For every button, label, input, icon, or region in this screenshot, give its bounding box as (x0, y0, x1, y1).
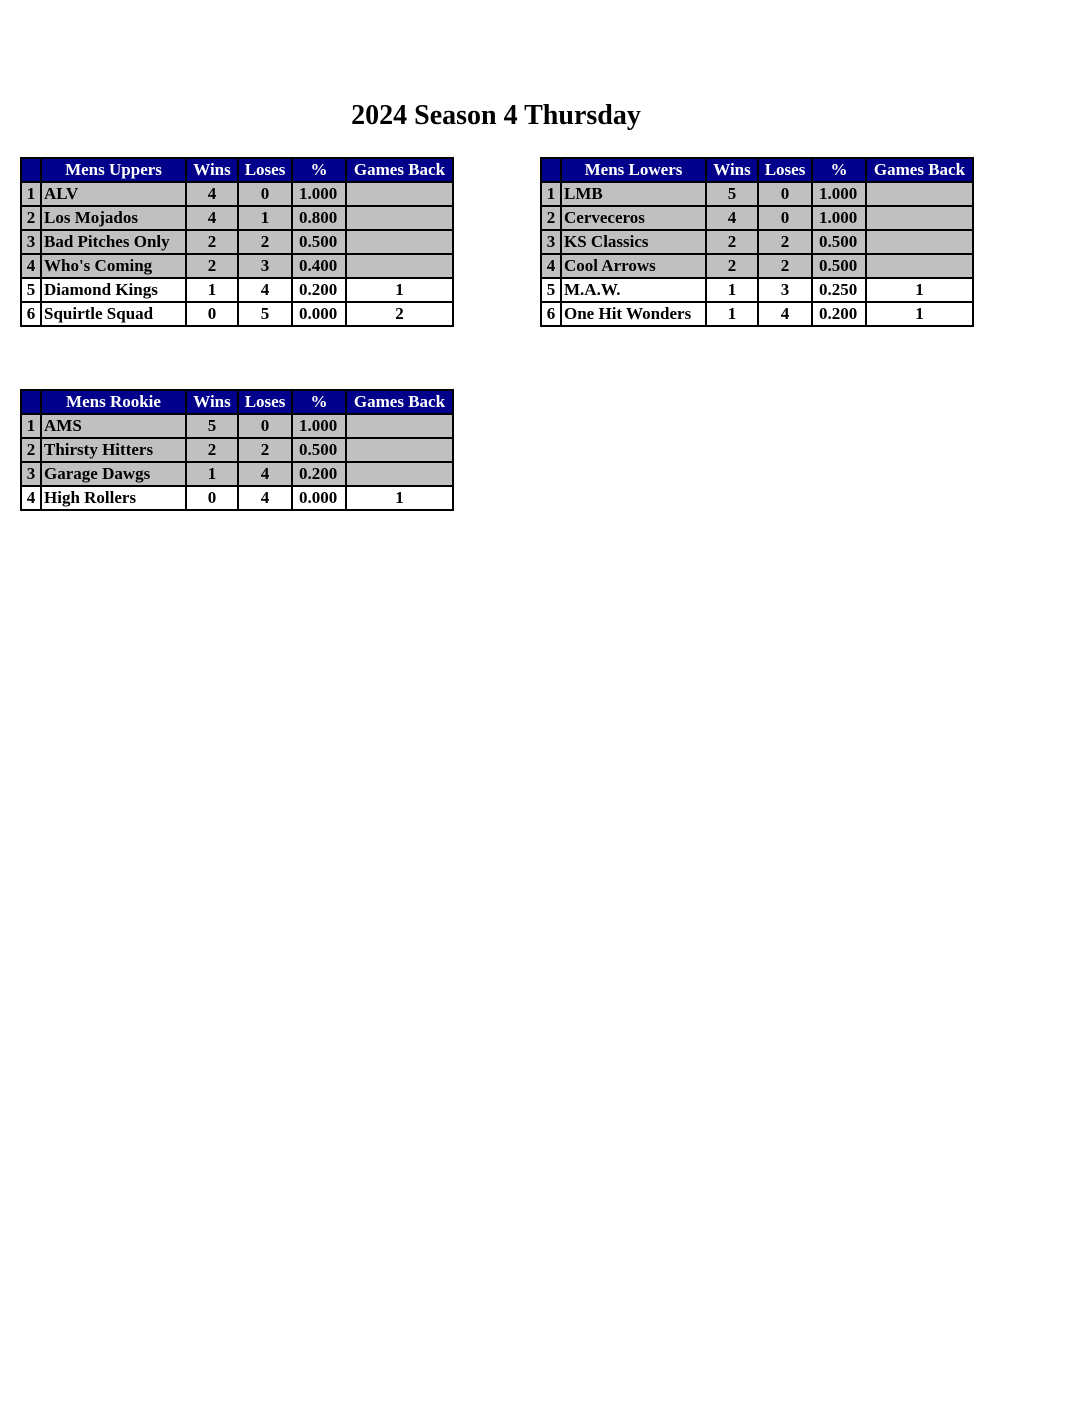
table-row (21, 182, 453, 206)
team-name-cell: Diamond Kings (41, 278, 186, 302)
wins-header: Wins (706, 158, 758, 182)
games-back-header: Games Back (346, 390, 453, 414)
rank-cell: 5 (21, 278, 41, 302)
wins-cell: 5 (706, 182, 758, 206)
table-row (21, 254, 453, 278)
team-name-cell: Who's Coming (41, 254, 186, 278)
table-row (21, 230, 453, 254)
rank-cell: 2 (541, 206, 561, 230)
loses-cell: 2 (238, 230, 292, 254)
table-header-row (21, 158, 453, 182)
rank-header-cell (21, 158, 41, 182)
loses-header: Loses (238, 158, 292, 182)
percent-cell: 0.400 (292, 254, 346, 278)
mens-rookie-standings-table (20, 389, 454, 511)
mens-uppers-standings-table (20, 157, 454, 327)
percent-header: % (812, 158, 866, 182)
rank-cell: 1 (541, 182, 561, 206)
games-back-cell: 1 (346, 486, 453, 510)
rank-cell: 3 (541, 230, 561, 254)
loses-cell: 3 (758, 278, 812, 302)
rank-header-cell (21, 390, 41, 414)
games-back-cell (346, 230, 453, 254)
loses-cell: 3 (238, 254, 292, 278)
loses-header: Loses (238, 390, 292, 414)
team-name-cell: Thirsty Hitters (41, 438, 186, 462)
rank-cell: 4 (21, 486, 41, 510)
games-back-cell (866, 230, 973, 254)
wins-header: Wins (186, 158, 238, 182)
percent-cell: 1.000 (812, 206, 866, 230)
games-back-cell: 2 (346, 302, 453, 326)
page-title: 2024 Season 4 Thursday (351, 100, 641, 131)
rank-cell: 3 (21, 462, 41, 486)
loses-cell: 2 (238, 438, 292, 462)
table-row (21, 414, 453, 438)
loses-cell: 0 (758, 206, 812, 230)
games-back-cell (866, 206, 973, 230)
percent-cell: 0.200 (292, 278, 346, 302)
percent-cell: 0.500 (292, 230, 346, 254)
table-header-row (541, 158, 973, 182)
rank-cell: 4 (21, 254, 41, 278)
percent-cell: 0.500 (292, 438, 346, 462)
percent-cell: 0.800 (292, 206, 346, 230)
loses-cell: 0 (758, 182, 812, 206)
games-back-cell (866, 254, 973, 278)
percent-cell: 0.500 (812, 230, 866, 254)
wins-cell: 4 (186, 206, 238, 230)
wins-cell: 5 (186, 414, 238, 438)
wins-header: Wins (186, 390, 238, 414)
percent-cell: 0.200 (812, 302, 866, 326)
loses-cell: 1 (238, 206, 292, 230)
percent-cell: 1.000 (812, 182, 866, 206)
rank-cell: 5 (541, 278, 561, 302)
team-name-cell: LMB (561, 182, 706, 206)
percent-cell: 0.000 (292, 302, 346, 326)
percent-cell: 0.200 (292, 462, 346, 486)
team-name-cell: AMS (41, 414, 186, 438)
percent-header: % (292, 158, 346, 182)
rank-cell: 1 (21, 414, 41, 438)
table-row (21, 462, 453, 486)
table-row (21, 486, 453, 510)
loses-header: Loses (758, 158, 812, 182)
table-row (21, 302, 453, 326)
games-back-cell (866, 182, 973, 206)
table-row (541, 302, 973, 326)
games-back-cell (346, 206, 453, 230)
games-back-cell: 1 (346, 278, 453, 302)
loses-cell: 4 (238, 486, 292, 510)
percent-cell: 1.000 (292, 182, 346, 206)
rank-cell: 3 (21, 230, 41, 254)
loses-cell: 4 (238, 278, 292, 302)
wins-cell: 1 (706, 278, 758, 302)
table-row (21, 206, 453, 230)
rank-header-cell (541, 158, 561, 182)
team-name-cell: KS Classics (561, 230, 706, 254)
loses-cell: 5 (238, 302, 292, 326)
games-back-header: Games Back (346, 158, 453, 182)
team-name-cell: M.A.W. (561, 278, 706, 302)
loses-cell: 4 (238, 462, 292, 486)
rank-cell: 4 (541, 254, 561, 278)
wins-cell: 0 (186, 302, 238, 326)
wins-cell: 2 (706, 230, 758, 254)
team-name-cell: Cerveceros (561, 206, 706, 230)
games-back-cell (346, 438, 453, 462)
division-header: Mens Lowers (561, 158, 706, 182)
percent-cell: 1.000 (292, 414, 346, 438)
table-row (541, 206, 973, 230)
percent-cell: 0.250 (812, 278, 866, 302)
wins-cell: 4 (186, 182, 238, 206)
wins-cell: 0 (186, 486, 238, 510)
percent-cell: 0.000 (292, 486, 346, 510)
wins-cell: 4 (706, 206, 758, 230)
table-header-row (21, 390, 453, 414)
team-name-cell: High Rollers (41, 486, 186, 510)
team-name-cell: Garage Dawgs (41, 462, 186, 486)
wins-cell: 2 (706, 254, 758, 278)
rank-cell: 2 (21, 206, 41, 230)
team-name-cell: ALV (41, 182, 186, 206)
games-back-cell (346, 254, 453, 278)
team-name-cell: Los Mojados (41, 206, 186, 230)
loses-cell: 4 (758, 302, 812, 326)
team-name-cell: One Hit Wonders (561, 302, 706, 326)
division-header: Mens Uppers (41, 158, 186, 182)
loses-cell: 0 (238, 182, 292, 206)
mens-lowers-standings-table (540, 157, 974, 327)
team-name-cell: Cool Arrows (561, 254, 706, 278)
wins-cell: 2 (186, 230, 238, 254)
loses-cell: 2 (758, 230, 812, 254)
percent-header: % (292, 390, 346, 414)
rank-cell: 1 (21, 182, 41, 206)
table-row (21, 278, 453, 302)
wins-cell: 2 (186, 438, 238, 462)
wins-cell: 1 (186, 278, 238, 302)
wins-cell: 1 (706, 302, 758, 326)
wins-cell: 2 (186, 254, 238, 278)
games-back-cell: 1 (866, 278, 973, 302)
percent-cell: 0.500 (812, 254, 866, 278)
division-header: Mens Rookie (41, 390, 186, 414)
loses-cell: 2 (758, 254, 812, 278)
games-back-header: Games Back (866, 158, 973, 182)
rank-cell: 6 (541, 302, 561, 326)
team-name-cell: Squirtle Squad (41, 302, 186, 326)
loses-cell: 0 (238, 414, 292, 438)
games-back-cell (346, 462, 453, 486)
games-back-cell (346, 182, 453, 206)
rank-cell: 2 (21, 438, 41, 462)
wins-cell: 1 (186, 462, 238, 486)
rank-cell: 6 (21, 302, 41, 326)
games-back-cell: 1 (866, 302, 973, 326)
table-row (541, 230, 973, 254)
table-row (541, 278, 973, 302)
games-back-cell (346, 414, 453, 438)
table-row (541, 182, 973, 206)
team-name-cell: Bad Pitches Only (41, 230, 186, 254)
table-row (541, 254, 973, 278)
table-row (21, 438, 453, 462)
